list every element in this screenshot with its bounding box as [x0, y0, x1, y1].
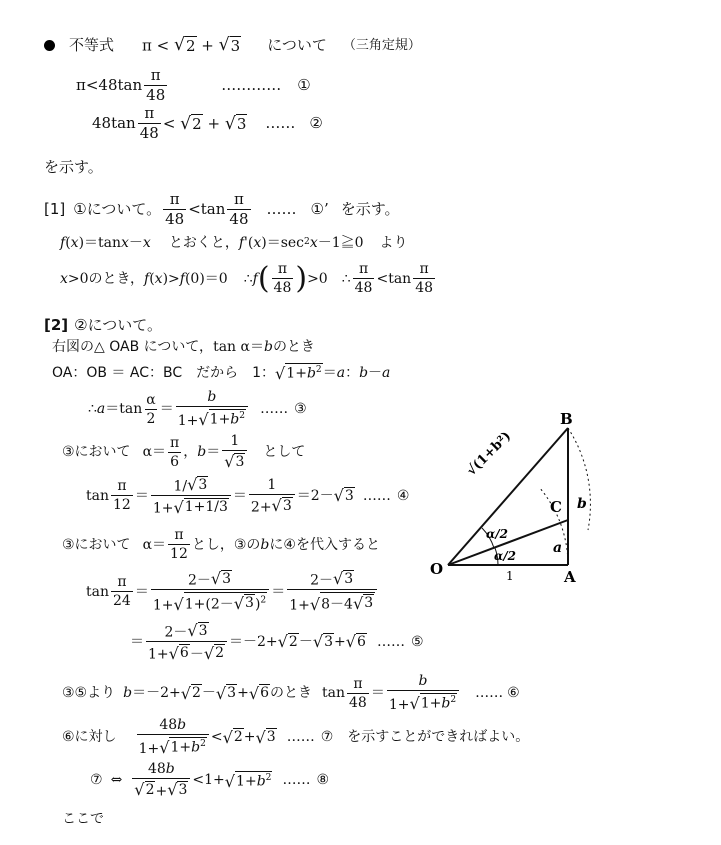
side-ob	[448, 428, 568, 565]
label-b-side: b	[577, 496, 587, 512]
label-o: O	[430, 560, 444, 578]
heading-inequality: π < √ 2 + √ 3	[142, 35, 241, 56]
part1-label: [1]	[44, 200, 66, 218]
fraction: π 48	[139, 104, 159, 142]
claim-2: 48tan π 48 < √ 2 + √ 3 …… ②	[92, 104, 323, 142]
part2-line3: ∴ a ＝tan α 2 ＝ b 1+ √ $1+b^2$ …… ③	[88, 389, 307, 429]
label-c: C	[550, 498, 562, 516]
part1-tag: ①’	[310, 200, 329, 218]
part2-line10: ⑥に対し 48b 1+ √ $1+b^2$ < √ 2 + √ 3 …… ⑦ を示すことができればよい。	[62, 717, 530, 757]
claim-1-tag: ①	[297, 76, 311, 94]
part2-label: [2]	[44, 316, 69, 334]
part2-line6: ③において α＝ π 12 とし，③の b に④を代入すると	[62, 527, 380, 562]
part2-intro: ②について。	[74, 316, 163, 334]
part2-line11: ⑦ ⇔ 48b √ 2 + √ 3 <1+ √ $1+b^2$ …… ⑧	[90, 761, 330, 800]
heading	[44, 36, 421, 55]
part2-line2: OA：OB ＝ AC：BC だから 1： √ $1+b^2$ ＝ a ： b － a	[52, 363, 391, 383]
claim-1: π<48tan π 48 ………… ①	[76, 66, 311, 104]
part2-line8: ＝ 2－ √ 3 1+ √ 6 － √ 2 ＝－2+ √ 2 － √ 3 + √ 6 …… ⑤	[130, 621, 424, 663]
show-text: を示す。	[44, 158, 103, 176]
part1-intro: ①について。	[73, 200, 162, 218]
label-a: A	[564, 568, 576, 586]
bullet-icon	[44, 40, 55, 51]
part1-dots: ……	[266, 200, 297, 218]
heading-title: 不等式	[69, 35, 115, 54]
part2-line7: tan π 24 ＝ 2－ √ 3 1+ √ 1+(2－ √ 3 )$^2$ ＝ 2－ √ 3 1+ √ 8－4 √ 3	[86, 570, 379, 613]
part1-line2: x >0 のとき， f ( x )> f (0)＝0 ∴ f ( π 48 ) >0 ∴ π 48 <tan π 48	[60, 260, 434, 296]
part2-line1: 右図の△ OAB について， tan α＝ b のとき	[52, 339, 315, 355]
heading-note: （三角定規）	[342, 37, 421, 53]
claim-2-dots: ……	[265, 114, 296, 132]
part2-line12: ここで	[62, 811, 104, 827]
part1-end: を示す。	[340, 200, 400, 218]
part2-line4: ③において α＝ π 6 ， b ＝ 1 √ 3 として	[62, 433, 306, 472]
triangle-figure	[420, 410, 610, 590]
part1-heading: [1] ①について。 π 48 <tan π 48 …… ①’ を示す。	[44, 190, 400, 228]
claim-2-tag: ②	[309, 114, 323, 132]
arc-outer-dotted	[568, 428, 590, 530]
part2-line9: ③⑤より b ＝－2+ √ 2 － √ 3 + √ 6 のとき tan π 48 ＝ b 1+ √ $1+b^2$ …… ⑥	[62, 673, 520, 713]
label-a-side: a	[553, 540, 563, 556]
heading-about: について	[267, 35, 327, 54]
part2-heading	[44, 318, 162, 333]
part2-line5: tan π 12 ＝ 1/ √ 3 1+ √ 1+1/3 ＝ 1 2+ √ 3 ＝2－ √ 3 …… ④	[86, 475, 410, 517]
label-hypotenuse: √(1+b²)	[464, 428, 515, 479]
label-alpha-half-lower: α/2	[494, 549, 516, 563]
label-alpha-half-upper: α/2	[486, 527, 508, 541]
label-b: B	[560, 410, 573, 428]
label-one: 1	[506, 569, 514, 583]
part1-line1: f ( x )＝tan x － x とおくと， f '( x )＝sec 2 x －1≧0 より	[60, 235, 408, 251]
claim-1-dots: …………	[221, 76, 282, 94]
fraction: π 48	[146, 66, 166, 104]
